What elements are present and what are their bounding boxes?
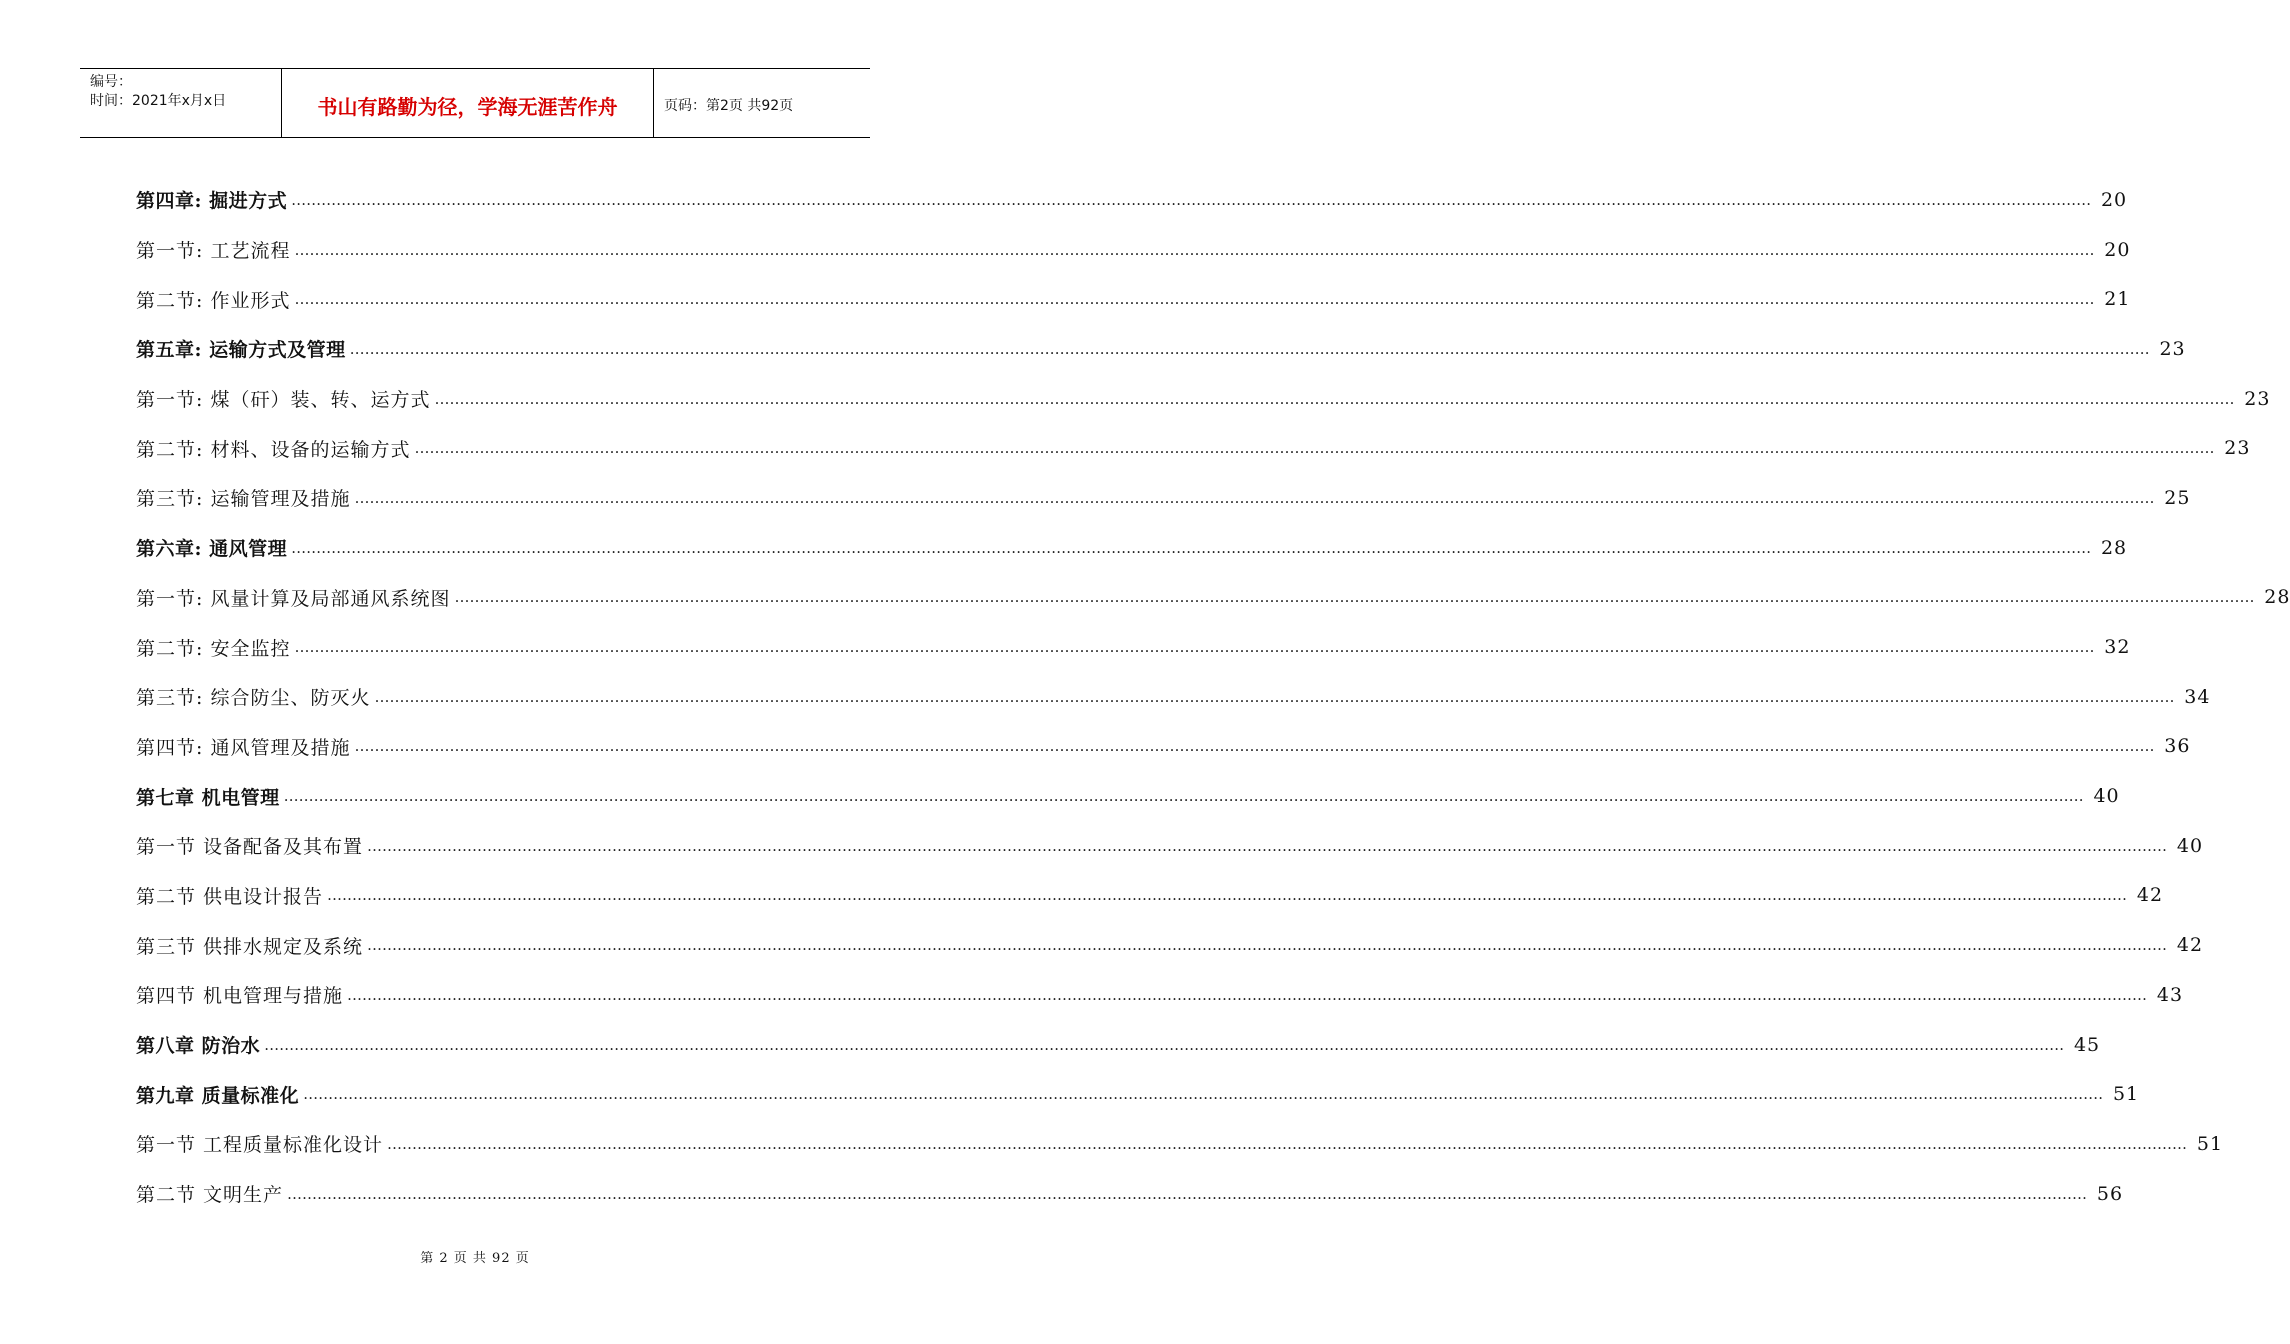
toc-entry-title: 第二节: 材料、设备的运输方式: [136, 438, 411, 461]
toc-leader-dots: ………………………………………………………………………………………………………………………………………………………………………………………………………………………………………………………………………………………………………………………………: [367, 936, 2168, 955]
toc-entry-page: 21: [2104, 288, 2131, 311]
toc-entry-title: 第三节: 综合防尘、防灭火: [136, 687, 371, 710]
toc-leader-dots: ………………………………………………………………………………………………………………………………………………………………………………………………………………………………………………………………………………………………………………………………: [414, 439, 2215, 458]
toc-entry-title: 第四节 机电管理与措施: [136, 985, 344, 1008]
toc-entry: [136, 175, 2128, 225]
toc-entry-title: 第一节: 工艺流程: [136, 240, 291, 263]
toc-entry-page: 28: [2100, 536, 2128, 559]
toc-entry-page: 42: [2136, 884, 2164, 907]
toc-entry-title: 第三节: 运输管理及措施: [136, 488, 351, 511]
toc-leader-dots: ………………………………………………………………………………………………………………………………………………………………………………………………………………………………………………………………………………………………………………………………: [291, 190, 2092, 209]
toc-entry: [136, 672, 2211, 722]
toc-entry: [136, 1119, 2224, 1169]
toc-entry-title: 第九章 质量标准化: [136, 1084, 300, 1107]
toc-leader-dots: ………………………………………………………………………………………………………………………………………………………………………………………………………………………………………………………………………………………………………………………………: [283, 787, 2084, 806]
toc-entry-page: 23: [2244, 387, 2271, 410]
toc-leader-dots: ………………………………………………………………………………………………………………………………………………………………………………………………………………………………………………………………………………………………………………………………: [387, 1134, 2188, 1153]
toc-entry-page: 40: [2176, 834, 2204, 857]
toc-leader-dots: ………………………………………………………………………………………………………………………………………………………………………………………………………………………………………………………………………………………………………………………………: [354, 737, 2155, 756]
toc-entry-page: 28: [2264, 586, 2290, 609]
toc-entry: [136, 324, 2186, 374]
toc-entry: [136, 871, 2164, 921]
toc-entry: [136, 274, 2131, 324]
toc-entry-page: 25: [2164, 486, 2191, 509]
toc-leader-dots: ………………………………………………………………………………………………………………………………………………………………………………………………………………………………………………………………………………………………………………………………: [294, 240, 2095, 259]
toc-entry: [136, 771, 2120, 821]
toc-entry-page: 51: [2112, 1083, 2140, 1106]
toc-leader-dots: ………………………………………………………………………………………………………………………………………………………………………………………………………………………………………………………………………………………………………………………………: [264, 1035, 2065, 1054]
document-number-label: 编号：: [90, 74, 132, 90]
toc-entry-title: 第五章: 运输方式及管理: [136, 339, 346, 362]
toc-entry: [136, 920, 2204, 970]
toc-entry-page: 23: [2224, 437, 2251, 460]
toc-entry-page: 42: [2176, 934, 2204, 957]
toc-entry-title: 第七章 机电管理: [136, 786, 280, 809]
toc-entry-title: 第二节: 安全监控: [136, 637, 291, 660]
toc-entry: [136, 573, 2290, 623]
toc-entry-page: 40: [2093, 785, 2120, 808]
toc-entry: [136, 1069, 2140, 1119]
toc-entry-page: 20: [2104, 238, 2131, 261]
toc-entry-page: 36: [2164, 735, 2191, 758]
toc-leader-dots: ………………………………………………………………………………………………………………………………………………………………………………………………………………………………………………………………………………………………………………………………: [434, 389, 2235, 408]
toc-entry: [136, 622, 2131, 672]
toc-leader-dots: ………………………………………………………………………………………………………………………………………………………………………………………………………………………………………………………………………………………………………………………………: [287, 1184, 2088, 1203]
toc-entry: [136, 473, 2191, 523]
toc-leader-dots: ………………………………………………………………………………………………………………………………………………………………………………………………………………………………………………………………………………………………………………………………: [327, 886, 2128, 905]
toc-entry: [136, 423, 2251, 473]
toc-leader-dots: ………………………………………………………………………………………………………………………………………………………………………………………………………………………………………………………………………………………………………………………………: [294, 290, 2095, 309]
header-motto: 书山有路勤为径，学海无涯苦作舟: [282, 69, 654, 137]
toc-entry-page: 32: [2104, 636, 2131, 659]
toc-entry: [136, 722, 2191, 772]
header-page-info: 页码：第2页 共92页: [664, 98, 794, 114]
toc-entry-title: 第一节: 煤（矸）装、转、运方式: [136, 389, 431, 412]
toc-entry: [136, 225, 2131, 275]
toc-entry: [136, 1020, 2101, 1070]
toc-entry-page: 45: [2073, 1033, 2101, 1056]
toc-entry: [136, 374, 2271, 424]
toc-entry-title: 第二节: 作业形式: [136, 289, 291, 312]
toc-leader-dots: ………………………………………………………………………………………………………………………………………………………………………………………………………………………………………………………………………………………………………………………………: [367, 836, 2168, 855]
toc-entry: [136, 970, 2184, 1020]
toc-entry-title: 第四节: 通风管理及措施: [136, 736, 351, 759]
toc-entry-title: 第八章 防治水: [136, 1035, 261, 1058]
document-date-label: 时间：2021年x月x日: [90, 93, 227, 109]
toc-leader-dots: ………………………………………………………………………………………………………………………………………………………………………………………………………………………………………………………………………………………………………………………………: [349, 339, 2150, 358]
toc-entry-title: 第六章: 通风管理: [136, 538, 288, 561]
toc-leader-dots: ………………………………………………………………………………………………………………………………………………………………………………………………………………………………………………………………………………………………………………………………: [294, 638, 2095, 657]
toc-leader-dots: ………………………………………………………………………………………………………………………………………………………………………………………………………………………………………………………………………………………………………………………………: [454, 588, 2255, 607]
toc-entry-title: 第一节: 风量计算及局部通风系统图: [136, 587, 451, 610]
toc-entry-title: 第二节 供电设计报告: [136, 885, 324, 908]
toc-leader-dots: ………………………………………………………………………………………………………………………………………………………………………………………………………………………………………………………………………………………………………………………………: [291, 538, 2092, 557]
page-footer: 第 2 页 共 92 页: [420, 1251, 530, 1266]
toc-leader-dots: ………………………………………………………………………………………………………………………………………………………………………………………………………………………………………………………………………………………………………………………………: [354, 488, 2155, 507]
toc-entry-title: 第二节 文明生产: [136, 1184, 284, 1207]
toc-leader-dots: ………………………………………………………………………………………………………………………………………………………………………………………………………………………………………………………………………………………………………………………………: [347, 985, 2148, 1004]
toc-leader-dots: ………………………………………………………………………………………………………………………………………………………………………………………………………………………………………………………………………………………………………………………………: [374, 687, 2175, 706]
toc-entry-title: 第四章: 掘进方式: [136, 190, 288, 213]
toc-entry: [136, 821, 2204, 871]
toc-entry-page: 20: [2100, 188, 2128, 211]
toc-entry-page: 34: [2184, 685, 2211, 708]
toc-entry-title: 第一节 设备配备及其布置: [136, 836, 364, 859]
table-of-contents: [136, 175, 2290, 1218]
toc-entry-page: 56: [2096, 1182, 2124, 1205]
toc-leader-dots: ………………………………………………………………………………………………………………………………………………………………………………………………………………………………………………………………………………………………………………………………: [303, 1085, 2104, 1104]
page-header: [80, 68, 870, 138]
toc-entry-title: 第一节 工程质量标准化设计: [136, 1134, 384, 1157]
toc-entry: [136, 523, 2128, 573]
toc-entry-page: 43: [2156, 983, 2184, 1006]
header-meta: [80, 69, 282, 137]
toc-entry-page: 51: [2196, 1132, 2224, 1155]
toc-entry: [136, 1169, 2124, 1219]
toc-entry-title: 第三节 供排水规定及系统: [136, 935, 364, 958]
toc-entry-page: 23: [2159, 337, 2186, 360]
